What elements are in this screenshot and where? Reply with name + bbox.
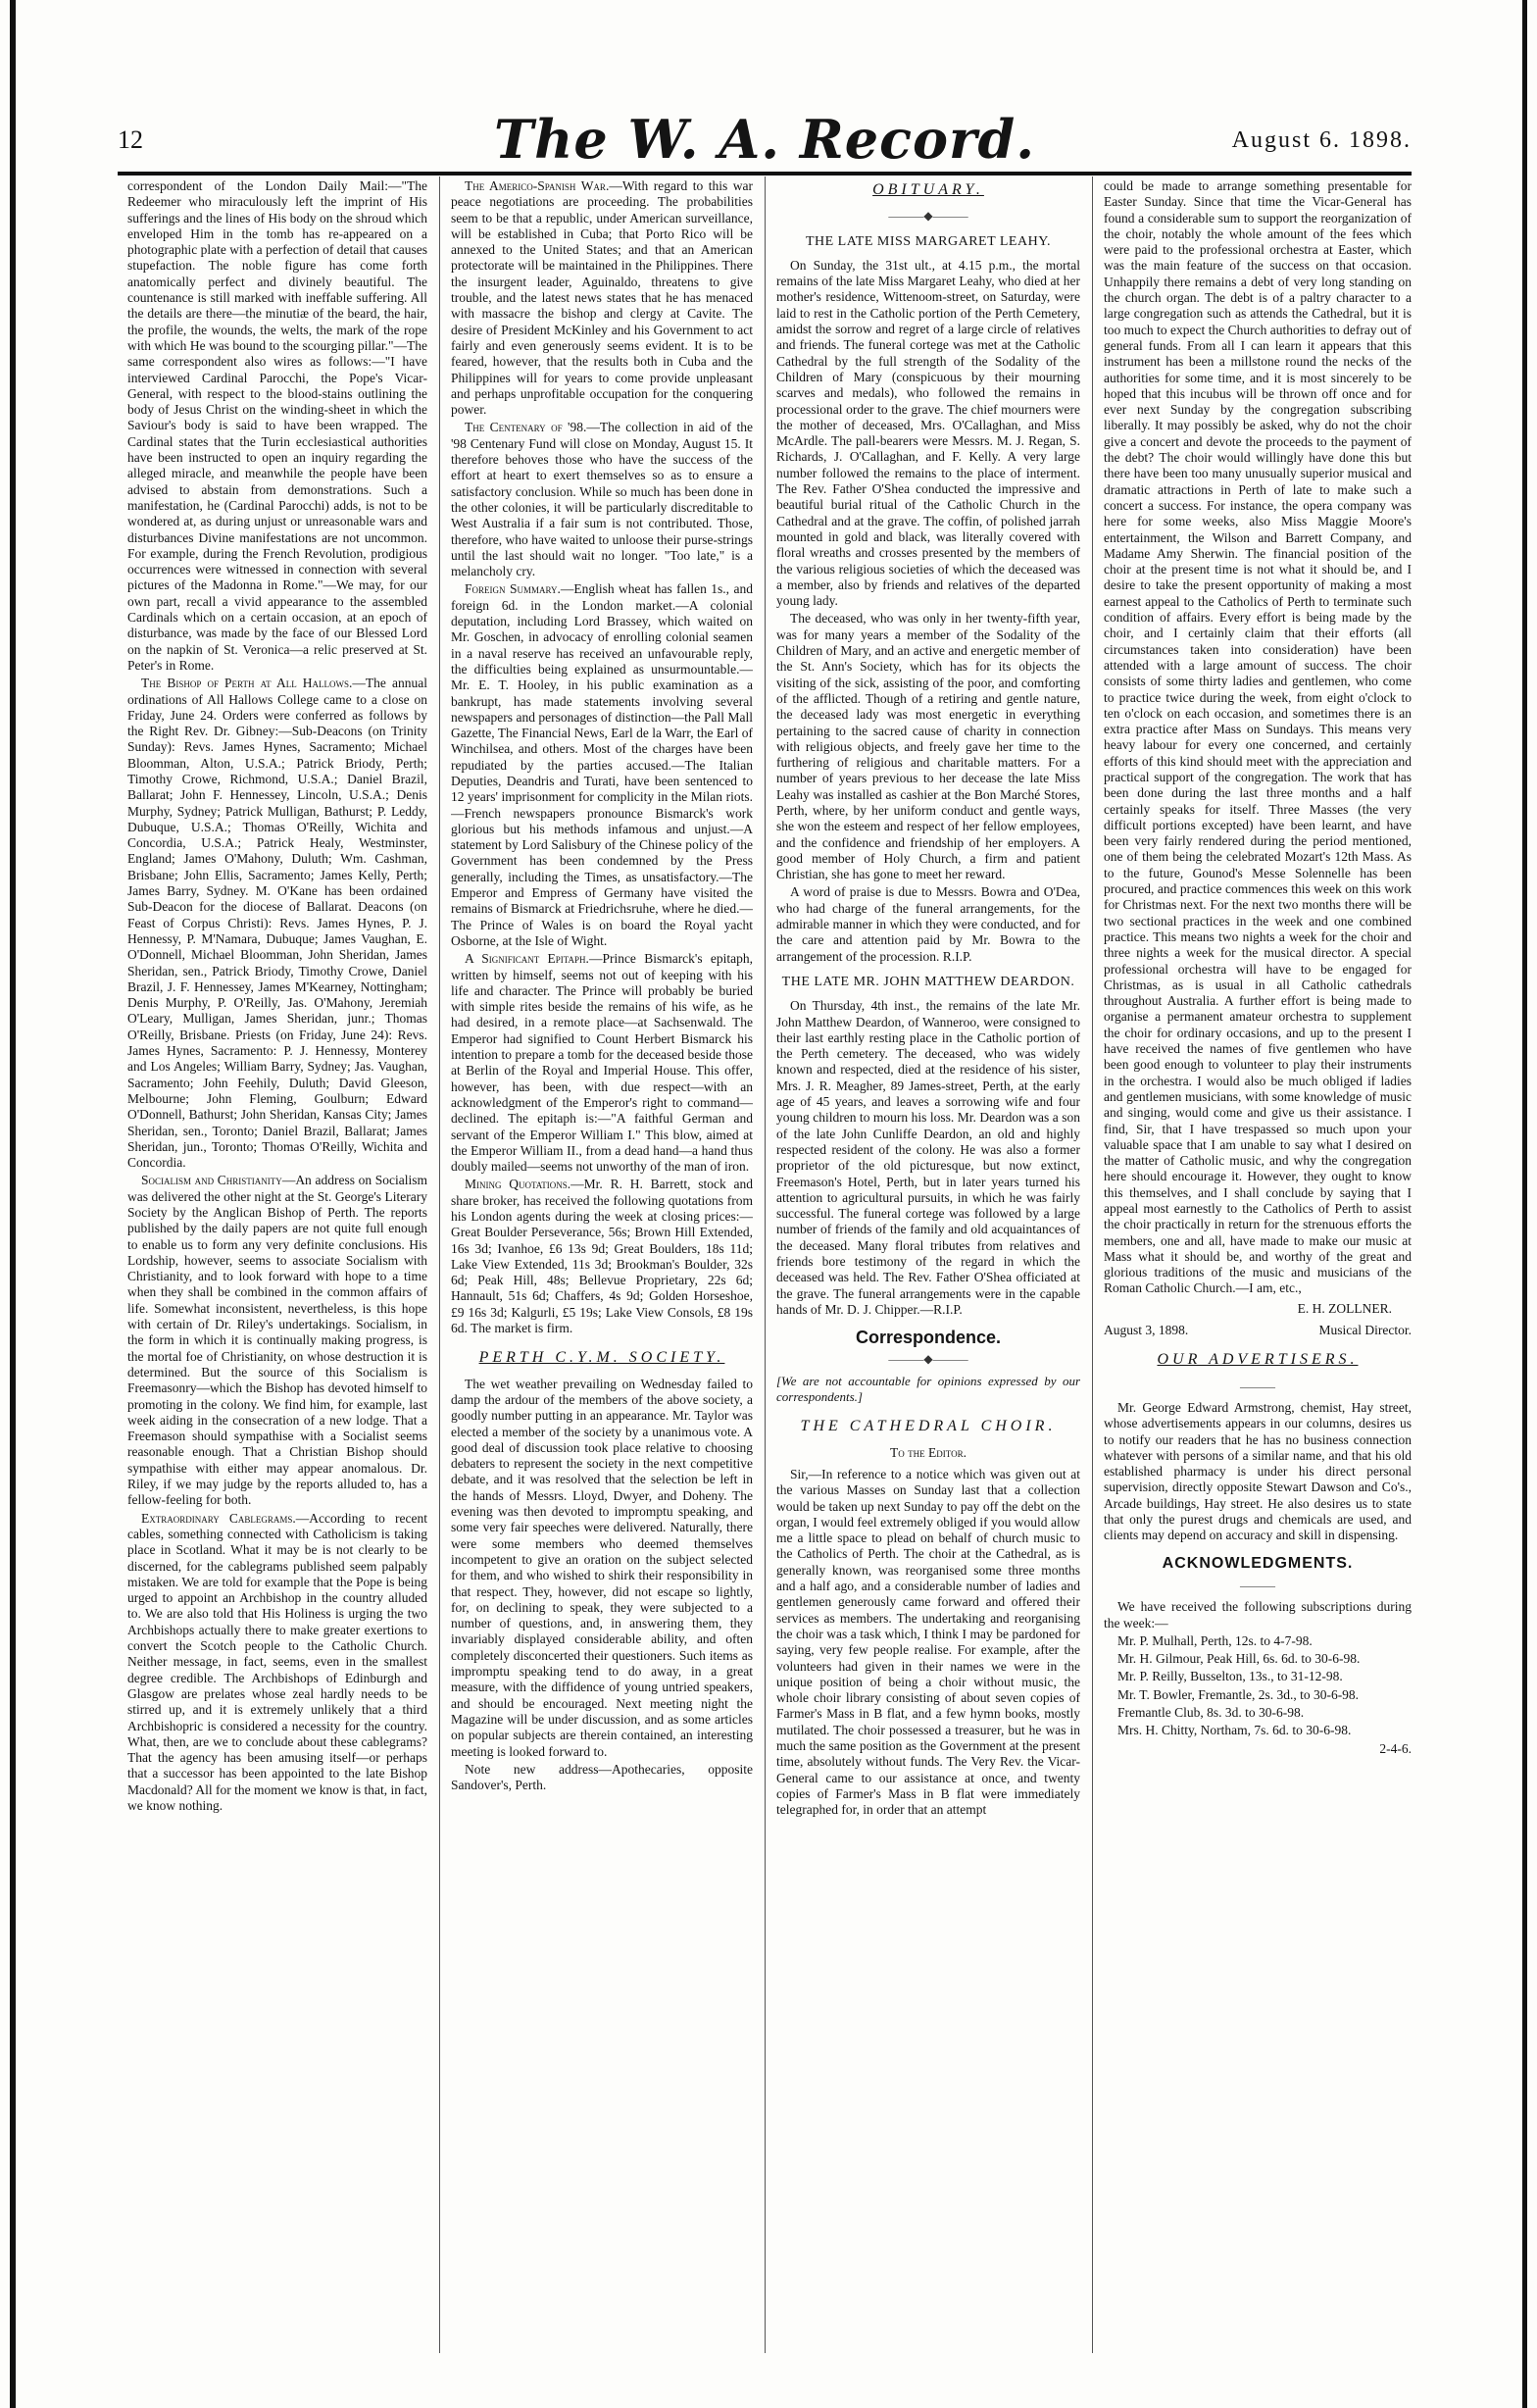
editorial-disclaimer: [We are not accountable for opinions expressed by our correspondents.] [776,1373,1080,1405]
article-paragraph: could be made to arrange something presentable for Easter Sunday. Since that time the Vicar-General has found a considerable sum to support the reorganization of the choir, notably the whole amount of the fees which were paid to the professional orchestra at Easter, which was the main feature of the success on that occasion. Unhappily there remains a debt of very long standing on the church organ. The debt is of a paltry character to a large congregation such as attends the Cathedral, but it is too much to expect the Church authorities to defray out of general funds. From all I can learn it appears that this instrument has been a millstone round the necks of the authorities for some time, and it is most sincerely to be hoped that this incubus will be thrown off once and for ever next Sunday by the congregation subscribing liberally. It may possibly be asked, why do not the choir give a concert and devote the proceeds to the payment of the debt? The choir would willingly have done this but there have been too many unusually superior musical and dramatic attractions in Perth of late to make such a concert a success. For instance, the opera company was here for some weeks, also Miss Maggie Moore's entertainment, the Wilson and Barrett Company, and Madame Amy Sherwin. The financial position of the choir at the present time is not what it should be, and I desire to take the present opportunity of making a most earnest appeal to the Catholics of Perth to terminate such condition of affairs. Every effort is being made by the choir, and I certainly claim that their efforts (all circumstances taken into consideration) have been attended with a large amount of success. The choir consists of some thirty ladies and gentlemen, who come to practice twice during the week, from eight o'clock to ten o'clock on each occasion, and sometimes there is an extra practice after Mass on Sundays. This means very heavy labour for every one concerned, and certainly efforts of this kind should meet with the appreciation and practical support of the congregation. The work that has been done during the last three months and a half certainly speaks for itself. Three Masses (the very difficult portions excepted) have been learnt, and have been very fairly rendered during the period mentioned, one of them being the celebrated Mozart's 12th Mass. As to the future, Gounod's Messe Solennelle has been procured, and practice commences this week on this work for Christmas next. For the next two months there will be two sectional practices in the week and one combined practice. This means two nights a week for the choir and three nights a week for the musical director. A special professional orchestra will have to be engaged for Christmas, as is usual in all Catholic cathedrals throughout Australia. A further effort is being made to organise a permanent amateur orchestra to supplement the choir for ordinary occasions, and up to the present I have received the names of five gentlemen who have been good enough to volunteer to play their instruments in the orchestra. I would also be much obliged if ladies and gentlemen musicians, with some knowledge of music and singing, would come and give us their assistance. I find, Sir, that I have trespassed so much upon your valuable space that I am unable to say what I desired on the matter of Catholic music, and why the congregation here should encourage it. However, they ought to know this themselves, and I shall conclude by saying that I appeal most earnestly to the Catholics of Perth to assist the choir practically in return for the strenuous efforts the members, one and all, have made to make our music at Mass what it should be, and worthy of the great and glorious traditions of the music and musicians of the Roman Catholic Church.—I am, etc., [1104,178,1412,1296]
column-3 [776,178,1080,2350]
article-body: —According to recent cables, something connected with Catholicism is taking place in Scotland. What it may be is not clearly to be discerned, for the cablegrams published seem palpably mistaken. We are told for example that the Pope is being urged to appoint an Archbishop in the country alluded to. We are also told that His Holiness is urging the two Archbishops actually there to make greater exertions to convert the Scotch people to the Catholic Church. Neither message, in fact, seems, even in the smallest degree credible. The Archbishops of Edinburgh and Glasgow are prelates whose zeal hardly needs to be stirred up, and it is extremely unlikely that a third Archbishopric is considered a necessity for the country. What, then, are we to conclude about these cablegrams? That the agency has been amusing itself—or perhaps that a successor has been appointed to the late Bishop Macdonald? All for the moment we know is that, in fact, we know nothing. [127,1510,427,1813]
letter-salutation-heading: To the Editor. [890,1444,967,1460]
article-lead: Extraordinary Cablegrams. [141,1510,296,1526]
article-paragraph: Note new address—Apothecaries, opposite Sandover's, Perth. [451,1761,753,1793]
column-4 [1104,178,1412,2350]
acknowledgment-entry: Mr. H. Gilmour, Peak Hill, 6s. 6d. to 30-6-98. [1117,1651,1361,1667]
acknowledgments-heading: ACKNOWLEDGMENTS. [1162,1554,1354,1572]
column-divider [1092,176,1093,2353]
article-paragraph: We have received the following subscriptions during the week:— [1104,1599,1412,1630]
article-lead: The Bishop of Perth at All Hallows. [141,676,353,691]
section-heading-cathedral-choir: THE CATHEDRAL CHOIR. [800,1418,1057,1435]
acknowledgment-entry: Mr. P. Mulhall, Perth, 12s. to 4-7-98. [1117,1632,1313,1648]
column-2 [451,178,753,2350]
column-1 [127,178,427,2350]
article-body: —Prince Bismarck's epitaph, written by himself, seems not out of keeping with his life and character. The Prince will probably be buried with simple rites beside the remains of his wife, as he had desired, in a remote place—at Sachsenwald. The Emperor had signified to Count Herbert Bismarck his intention to prepare a tomb for the deceased beside those at Berlin of the Royal and Imperial House. This offer, however, has been, with due respect—with an acknowledgment of the Emperor's right to command—declined. The epitaph is:—"A faithful German and servant of the Emperor William I." This blow, aimed at the Emperor William II., from a dead hand—a hand thus doubly mailed—seems not unworthy of the man of iron. [451,951,753,1175]
article-paragraph [451,1177,753,1336]
signature-line [1104,1323,1412,1338]
article-paragraph: A word of praise is due to Messrs. Bowra and O'Dea, who had charge of the funeral arrangements, for the admirable manner in which they were conducted, and for the care and attention paid by Mr. Bowra to the arrangement of the procession. R.I.P. [776,884,1080,964]
acknowledgment-code: 2-4-6. [1379,1740,1412,1756]
obituary-heading: THE LATE MR. JOHN MATTHEW DEARDON. [781,974,1075,989]
article-paragraph: The deceased, who was only in her twenty-fifth year, was for many years a member of the Sodality of the Children of Mary, and an active and energetic member of the St. Ann's Society, which has for its objects the visiting of the sick, assisting of the poor, and comforting of the afflicted. Though of a retiring and gentle nature, the deceased lady was most energetic in everything pertaining to the sacred cause of charity in connection with religious objects, and freely gave her time to the furthering of religious and charitable matters. For a number of years previous to her decease the late Miss Leahy was installed as cashier at the Bon Marché Stores, Perth, where, by her uniform conduct and gentle ways, she won the esteem and respect of her fellow employees, and the confidence and friendship of her employers. A good member of Holy Church, a firm and patient Christian, she has gone to meet her reward. [776,611,1080,882]
column-divider [439,176,440,2353]
article-lead: Socialism and Christianity [141,1173,282,1188]
section-heading-advertisers: OUR ADVERTISERS. [1157,1351,1359,1369]
article-paragraph [127,1173,427,1508]
article-paragraph [127,676,427,1171]
page-header [118,108,1412,171]
article-paragraph [451,951,753,1175]
right-page-edge [1522,0,1527,2408]
issue-date: August 6. 1898. [1231,127,1412,153]
ornament-divider: ———◆——— [888,209,968,224]
article-paragraph: The wet weather prevailing on Wednesday failed to damp the ardour of the members of the above society, a goodly number putting in an appearance. Mr. Taylor was elected a member of the society by a unanimous vote. A good deal of discussion took place relative to choosing debaters to represent the society in the next competitive debate, and it was resolved that the selection be left in the hands of Messrs. Lloyd, Dwyer, and Doheny. The evening was then devoted to impromptu speaking, and some very fair speeches were delivered. Naturally, there were some members who deemed themselves incompetent to give an oration on the subject selected for them, and who wished to shirk their responsibility in that respect. They, however, did not escape so lightly, for, on declining to speak, they were subjected to a number of questions, and, in answering them, they invariably displayed considerable ability, and often completely disconcerted their questioners. Such items as impromptu speaking tend to do away, in a great measure, with the diffidence of young untried speakers, and should be encouraged. Next meeting night the Magazine will be under discussion, and as some articles on popular subjects are therein contained, an interesting meeting is looked forward to. [451,1376,753,1759]
signature-name: E. H. ZOLLNER. [1297,1300,1392,1316]
signature-date: August 3, 1898. [1104,1323,1189,1338]
acknowledgment-entry: Fremantle Club, 8s. 3d. to 30-6-98. [1117,1705,1305,1721]
article-body: —Mr. R. H. Barrett, stock and share broker, has received the following quotations from his London agents during the week at closing prices:—Great Boulder Perseverance, 56s; Brown Hill Extended, 16s 3d; Ivanhoe, £6 13s 9d; Great Boulders, 18s 11d; Lake View Extended, 11s 3d; Brookman's Boulder, 32s 6d; Peak Hill, 48s; Bellevue Proprietary, 22s 6d; Hannault, 51s 6d; Chaffers, 4s 9d; Golden Horseshoe, £9 16s 3d; Kalgurli, £5 19s; Lake View Consols, £8 19s 6d. The market is firm. [451,1177,753,1336]
article-paragraph [451,581,753,949]
header-rule [118,172,1412,176]
article-lead: Mining Quotations. [465,1177,571,1192]
masthead-title: The W. A. Record. [493,108,1036,171]
ornament-divider: ———◆——— [888,1352,968,1367]
article-body: —An address on Socialism was delivered the other night at the St. George's Literary Society by the Anglican Bishop of Perth. The reports published by the daily papers are not quite full enough to enable us to form any very definite conclusions. His Lordship, however, seems to associate Socialism with Christianity, and to look forward with hope to a time when they shall be combined in the common affairs of life. Somewhat inconsistent, nevertheless, is this hope with certain of Dr. Riley's undertakings. Socialism, in the form in which it is continually making progress, is the mortal foe of Christianity, on whose destruction it is determined. But the source of this Socialism is Freemasonry—which the Bishop has devoted himself to promoting in the colony. We find him, for example, last week aiding in the consecration of a new lodge. That a Freemason should sympathise with a Socialist seems reasonable enough. That a Christian Bishop should sympathise with either may appear anomalous. Dr. Riley, if we may judge by the reports alluded to, has a fellow-feeling for both. [127,1173,427,1508]
acknowledgment-entry: Mr. P. Reilly, Busselton, 13s., to 31-12-98. [1117,1669,1343,1684]
article-lead: The Centenary of '98. [465,420,587,435]
article-paragraph [451,178,753,418]
column-divider [765,176,766,2353]
article-lead: A Significant Epitaph. [465,951,589,967]
page-number: 12 [118,125,143,154]
ornament-divider: ——— [1240,1578,1275,1592]
section-heading-cym-society: PERTH C.Y.M. SOCIETY. [478,1349,725,1367]
article-lead: Foreign Summary. [465,581,561,597]
ornament-divider: ——— [1240,1379,1275,1393]
left-page-edge [10,0,16,2408]
acknowledgment-entry: Mrs. H. Chitty, Northam, 7s. 6d. to 30-6-98. [1117,1723,1352,1738]
article-paragraph [451,420,753,579]
section-heading-obituary: OBITUARY. [872,181,984,198]
article-body: —With regard to this war peace negotiations are proceeding. The probabilities seem to be that a republic, under American surveillance, will be established in Cuba; that Porto Rico will be annexed to the United States; and that an American protectorate will be maintained in the Philippines. There the insurgent leader, Aguinaldo, threatens to give trouble, and the latest news states that he has menaced with massacre the bishop and clergy at Cavite. The desire of President McKinley and his Government to act fairly and even generously seems evident. It is to be feared, however, that the results both in Cuba and the Philippines will for years to come provide unpleasant and perhaps unprofitable occupation for the conquering power. [451,178,753,418]
obituary-heading: THE LATE MISS MARGARET LEAHY. [805,233,1052,249]
correspondence-heading: Correspondence. [855,1328,1002,1348]
article-paragraph: On Thursday, 4th inst., the remains of the late Mr. John Matthew Deardon, of Wanneroo, were consigned to their last earthly resting place in the Catholic portion of the Perth cemetery. The deceased, who was widely known and respected, died at the residence of his sister, Mrs. J. R. Meagher, 89 James-street, Perth, at the early age of 45 years, and leaves a sorrowing wife and four young children to mourn his loss. Mr. Deardon was a son of the late John Cunliffe Deardon, an old and highly respected resident of the colony. He was also a former proprietor of the old picturesque, but now extinct, Freemason's Hotel, Perth, but in later years turned his attention to agricultural pursuits, in which he was fairly successful. The funeral cortege was followed by a large number of friends of the family and old acquaintances of the deceased. Many floral tributes from relatives and friends bore testimony of the regard in which the deceased was held. The Rev. Father O'Shea officiated at the grave. The funeral arrangements were in the capable hands of Mr. D. J. Chipper.—R.I.P. [776,998,1080,1317]
article-body: —English wheat has fallen 1s., and foreign 6d. in the London market.—A colonial deputation, including Lord Brassey, which waited on Mr. Goschen, in advocacy of enrolling colonial seamen in a naval reserve has received an unfavourable reply, the difficulties being explained as unsurmountable.—Mr. E. T. Hooley, in his public examination as a bankrupt, has made statements involving several newspapers and personages of distinction—the Pall Mall Gazette, The Financial News, Earl de la Warr, the Earl of Winchilsea, and others. Most of the charges have been repudiated by the parties accused.—The Italian Deputies, Deandris and Turati, have been sentenced to 12 years' imprisonment for complicity in the Milan riots.—French newspapers pronounce Bismarck's work glorious but his methods infamous and unjust.—A statement by Lord Salisbury of the Chinese policy of the Government has been condemned by the Press generally, including the Times, as unsatisfactory.—The Emperor and Empress of Germany have visited the remains of Bismarck at Friedrichsruhe, where he died.—The Prince of Wales is on board the Royal yacht Osborne, at the Isle of Wight. [451,581,753,948]
article-paragraph: Sir,—In reference to a notice which was given out at the various Masses on Sunday last that a collection would be taken up next Sunday to pay off the debt on the organ, I would feel extremely obliged if you would allow me a little space to plead on behalf of church music to the Catholics of Perth. The choir at the Cathedral, as is generally known, was reorganised some three months and a half ago, and a considerable number of ladies and gentlemen generously came forward and offered their services as members. The undertaking and reorganising the choir was a task which, I think I may be pardoned for saying, very few people realise. For example, after the volunteers had given in their names we were in the unique position of being a choir without music, the whole choir library consisting of about seven copies of Farmer's Mass in B flat, and a few hymn books, mostly mutilated. The choir possessed a treasurer, but he was in much the same position as the Government at the present time, absolutely without funds. The Very Rev. the Vicar-General came to our assistance at once, and twenty copies of Farmer's Mass in B flat were immediately telegraphed for, in order that an attempt [776,1466,1080,1818]
article-lead: The Americo-Spanish War. [465,178,610,193]
signature-title: Musical Director. [1318,1323,1412,1338]
article-paragraph: Mr. George Edward Armstrong, chemist, Hay street, whose advertisements appears in our columns, desires us to notify our readers that he has no business connection whatever with persons of a similar name, and that his old established pharmacy is under his direct personal supervision, directly opposite Stewart Dawson and Co's., Arcade buildings, Hay street. He also desires us to state that only the purest drugs and chemicals are used, and clients may depend on accuracy and skill in dispensing. [1104,1399,1412,1543]
acknowledgment-entry: Mr. T. Bowler, Fremantle, 2s. 3d., to 30-6-98. [1117,1686,1360,1702]
article-paragraph [127,1511,427,1815]
article-body: —The annual ordinations of All Hallows College came to a close on Friday, June 24. Orders were conferred as follows by the Right Rev. Dr. Gibney:—Sub-Deacons (on Trinity Sunday): Revs. James Hynes, Sacramento; Michael Bloomman, Alton, U.S.A.; Patrick Briody, Perth; Timothy Crowe, Richmond, U.S.A.; Daniel Brazil, Ballarat; John F. Hennessey, Lincoln, U.S.A.; Denis Murphy, Sydney; Patrick Mulligan, Bathurst; P. Leddy, Dubuque, U.S.A.; Thomas O'Reilly, Wichita and Concordia, U.S.A.; Patrick Healy, Westminster, England; James O'Mahony, Duluth; Wm. Cashman, Brisbane; John Ellis, Sacramento; James Kelly, Perth; James Barry, Sydney. M. O'Kane has been ordained Sub-Deacon for the diocese of Ballarat. Deacons (on Feast of Corpus Christi): Revs. James Hynes, P. J. Hennessy, P. M'Namara, Dubuque; James Vaughan, E. O'Donnell, Michael Bloomman, John Sheridan, James Sheridan, sen., Patrick Briody, Timothy Crowe, Daniel Brazil, J. F. Hennessey, James M'Kearney, Nottingham; Denis Murphy, P. O'Reilly, Jas. O'Mahony, Jeremiah O'Leary, Mulligan, James Sheridan, junr.; Thomas O'Reilly, Brisbane. Priests (on Friday, June 24): Revs. James Hynes, Sacramento: P. J. Hennessy, Monterey and Los Angeles; William Barry, Sydney; Jas. Vaughan, Sacramento; John Feehily, Duluth; David Gleeson, Melbourne; John Fleming, Goulburn; Edward O'Donnell, Bathurst; John Sheridan, Kansas City; James Sheridan, sen., Toronto; Daniel Brazil, Ballarat; James Sheridan, jun., Toronto; Thomas O'Reilly, Wichita and Concordia. [127,676,427,1171]
article-paragraph: correspondent of the London Daily Mail:—"The Redeemer who miraculously left the imprint of His sufferings and the lines of His body on the shroud which enveloped Him in the tomb has re-appeared on a photographic plate with a perfection of detail that causes stupefaction. The noble figure has come forth anatomically perfect and divinely beautiful. The countenance is still marked with ineffable suffering. All the details are there—the minutiæ of the beard, the hair, the profile, the wounds, the welts, the mark of the rope with which He was bound to the scourging pillar."—The same correspondent also wires as follows:—"I have interviewed Cardinal Parocchi, the Pope's Vicar-General, with respect to the blood-stains outlining the body of Jesus Christ on the winding-sheet in which the Saviour's body is said to have been wrapped. The Cardinal states that the Turin ecclesiastical authorities have been instructed to open an inquiry regarding the alleged miracle, and meanwhile the people have been advised to abstain from demonstrations. Such a manifestation, he (Cardinal Parocchi) adds, is not to be wondered at, as during unjust or unreasonable wars and disturbances Divine manifestations are not uncommon. For example, during the French Revolution, prodigious occurrences were witnessed in connection with several pictures of the Madonna in Rome."—We may, for our own part, recall a vivid appearance to the assembled Cardinals which on a certain occasion, at an epoch of disturbance, was made by the face of our Blessed Lord on the napkin of St. Veronica—a relic preserved at St. Peter's in Rome. [127,178,427,673]
article-body: —The collection in aid of the '98 Centenary Fund will close on Monday, August 15. It therefore behoves those who have the success of the effort at heart to exert themselves so as to ensure a satisfactory conclusion. While so much has been done in the other colonies, it will be particularly discreditable to West Australia if a fair sum is not contributed. Those, therefore, who have waited to unloose their purse-strings until the last should wait no longer. "Too late," is a melancholy cry. [451,420,753,579]
article-paragraph: On Sunday, the 31st ult., at 4.15 p.m., the mortal remains of the late Miss Margaret Leahy, who died at her mother's residence, Wittenoom-street, on Saturday, were laid to rest in the Catholic portion of the Perth Cemetery, amidst the sorrow and regret of a large circle of relatives and friends. The funeral cortege was met at the Catholic Cathedral by the full strength of the Sodality of the Children of Mary (conspicuous by their mourning scarves and medals), who followed the remains in processional order to the grave. The chief mourners were the mother of deceased, Mrs. O'Callaghan, and Miss McArdle. The pall-bearers were Messrs. M. J. Regan, S. Richards, J. O'Callaghan, and F. Kelly. A very large number followed the remains to the place of interment. The Rev. Father O'Shea conducted the impressive and beautiful burial ritual of the Catholic Church in the Cathedral and at the grave. The coffin, of polished jarrah mounted in gold and black, was literally covered with floral wreaths and crosses presented by the members of the various religious societies of which the deceased was a member, also by friends and relatives of the departed young lady. [776,257,1080,609]
